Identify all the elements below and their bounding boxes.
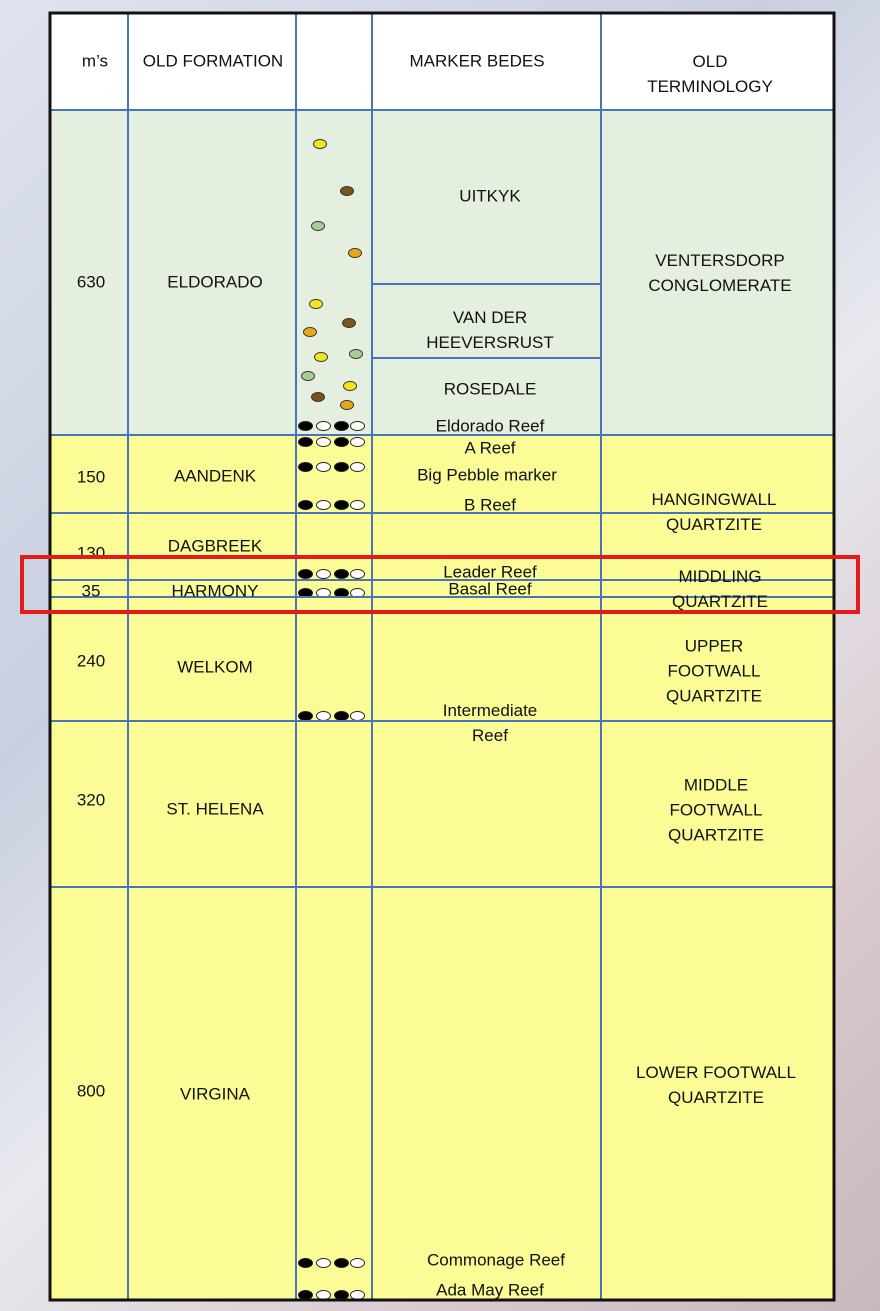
marker-rosedale: ROSEDALE: [443, 379, 537, 399]
terminology-lower-footwall: LOWER FOOTWALL QUARTZITE: [636, 1063, 796, 1107]
marker-van-der-heeversrust: VAN DER HEEVERSRUST: [426, 308, 554, 352]
header-thickness: m’s: [81, 51, 109, 71]
highlight-box: [20, 555, 860, 614]
terminology-hangingwall: HANGINGWALL QUARTZITE: [651, 490, 777, 534]
marker-uitkyk: UITKYK: [459, 186, 521, 206]
thickness-welkom: 240: [76, 651, 106, 671]
marker-big-pebble: Big Pebble marker: [417, 465, 557, 485]
marker-b-reef: B Reef: [464, 495, 516, 515]
thickness-dagbreek: 130: [76, 543, 106, 563]
terminology-middling: MIDDLING QUARTZITE: [671, 567, 769, 611]
formation-welkom: WELKOM: [177, 657, 253, 677]
marker-intermediate-reef: Intermediate Reef: [442, 701, 538, 745]
formation-virgina: VIRGINA: [180, 1084, 250, 1104]
thickness-harmony: 35: [81, 581, 101, 601]
marker-leader-reef: Leader Reef: [443, 562, 537, 582]
marker-basal-reef: Basal Reef: [448, 579, 532, 599]
thickness-virgina: 800: [76, 1081, 106, 1101]
thickness-aandenk: 150: [76, 467, 106, 487]
thickness-eldorado: 630: [76, 272, 106, 292]
header-old-terminology: OLD TERMINOLOGY: [647, 52, 773, 96]
marker-eldorado-reef: Eldorado Reef: [435, 416, 545, 436]
formation-eldorado: ELDORADO: [167, 272, 263, 292]
formation-aandenk: AANDENK: [173, 466, 257, 486]
marker-a-reef: A Reef: [464, 438, 516, 458]
thickness-st-helena: 320: [76, 790, 106, 810]
header-marker-beds: MARKER BEDES: [409, 51, 545, 71]
terminology-middle-footwall: MIDDLE FOOTWALL QUARTZITE: [667, 775, 765, 845]
header-old-formation: OLD FORMATION: [142, 51, 284, 71]
formation-harmony: HARMONY: [171, 581, 259, 601]
terminology-ventersdorp: VENTERSDORP CONGLOMERATE: [648, 251, 792, 295]
formation-st-helena: ST. HELENA: [166, 799, 264, 819]
marker-ada-may-reef: Ada May Reef: [436, 1280, 544, 1300]
terminology-upper-footwall: UPPER FOOTWALL QUARTZITE: [665, 636, 763, 706]
formation-dagbreek: DAGBREEK: [167, 536, 263, 556]
marker-commonage-reef: Commonage Reef: [427, 1250, 565, 1270]
